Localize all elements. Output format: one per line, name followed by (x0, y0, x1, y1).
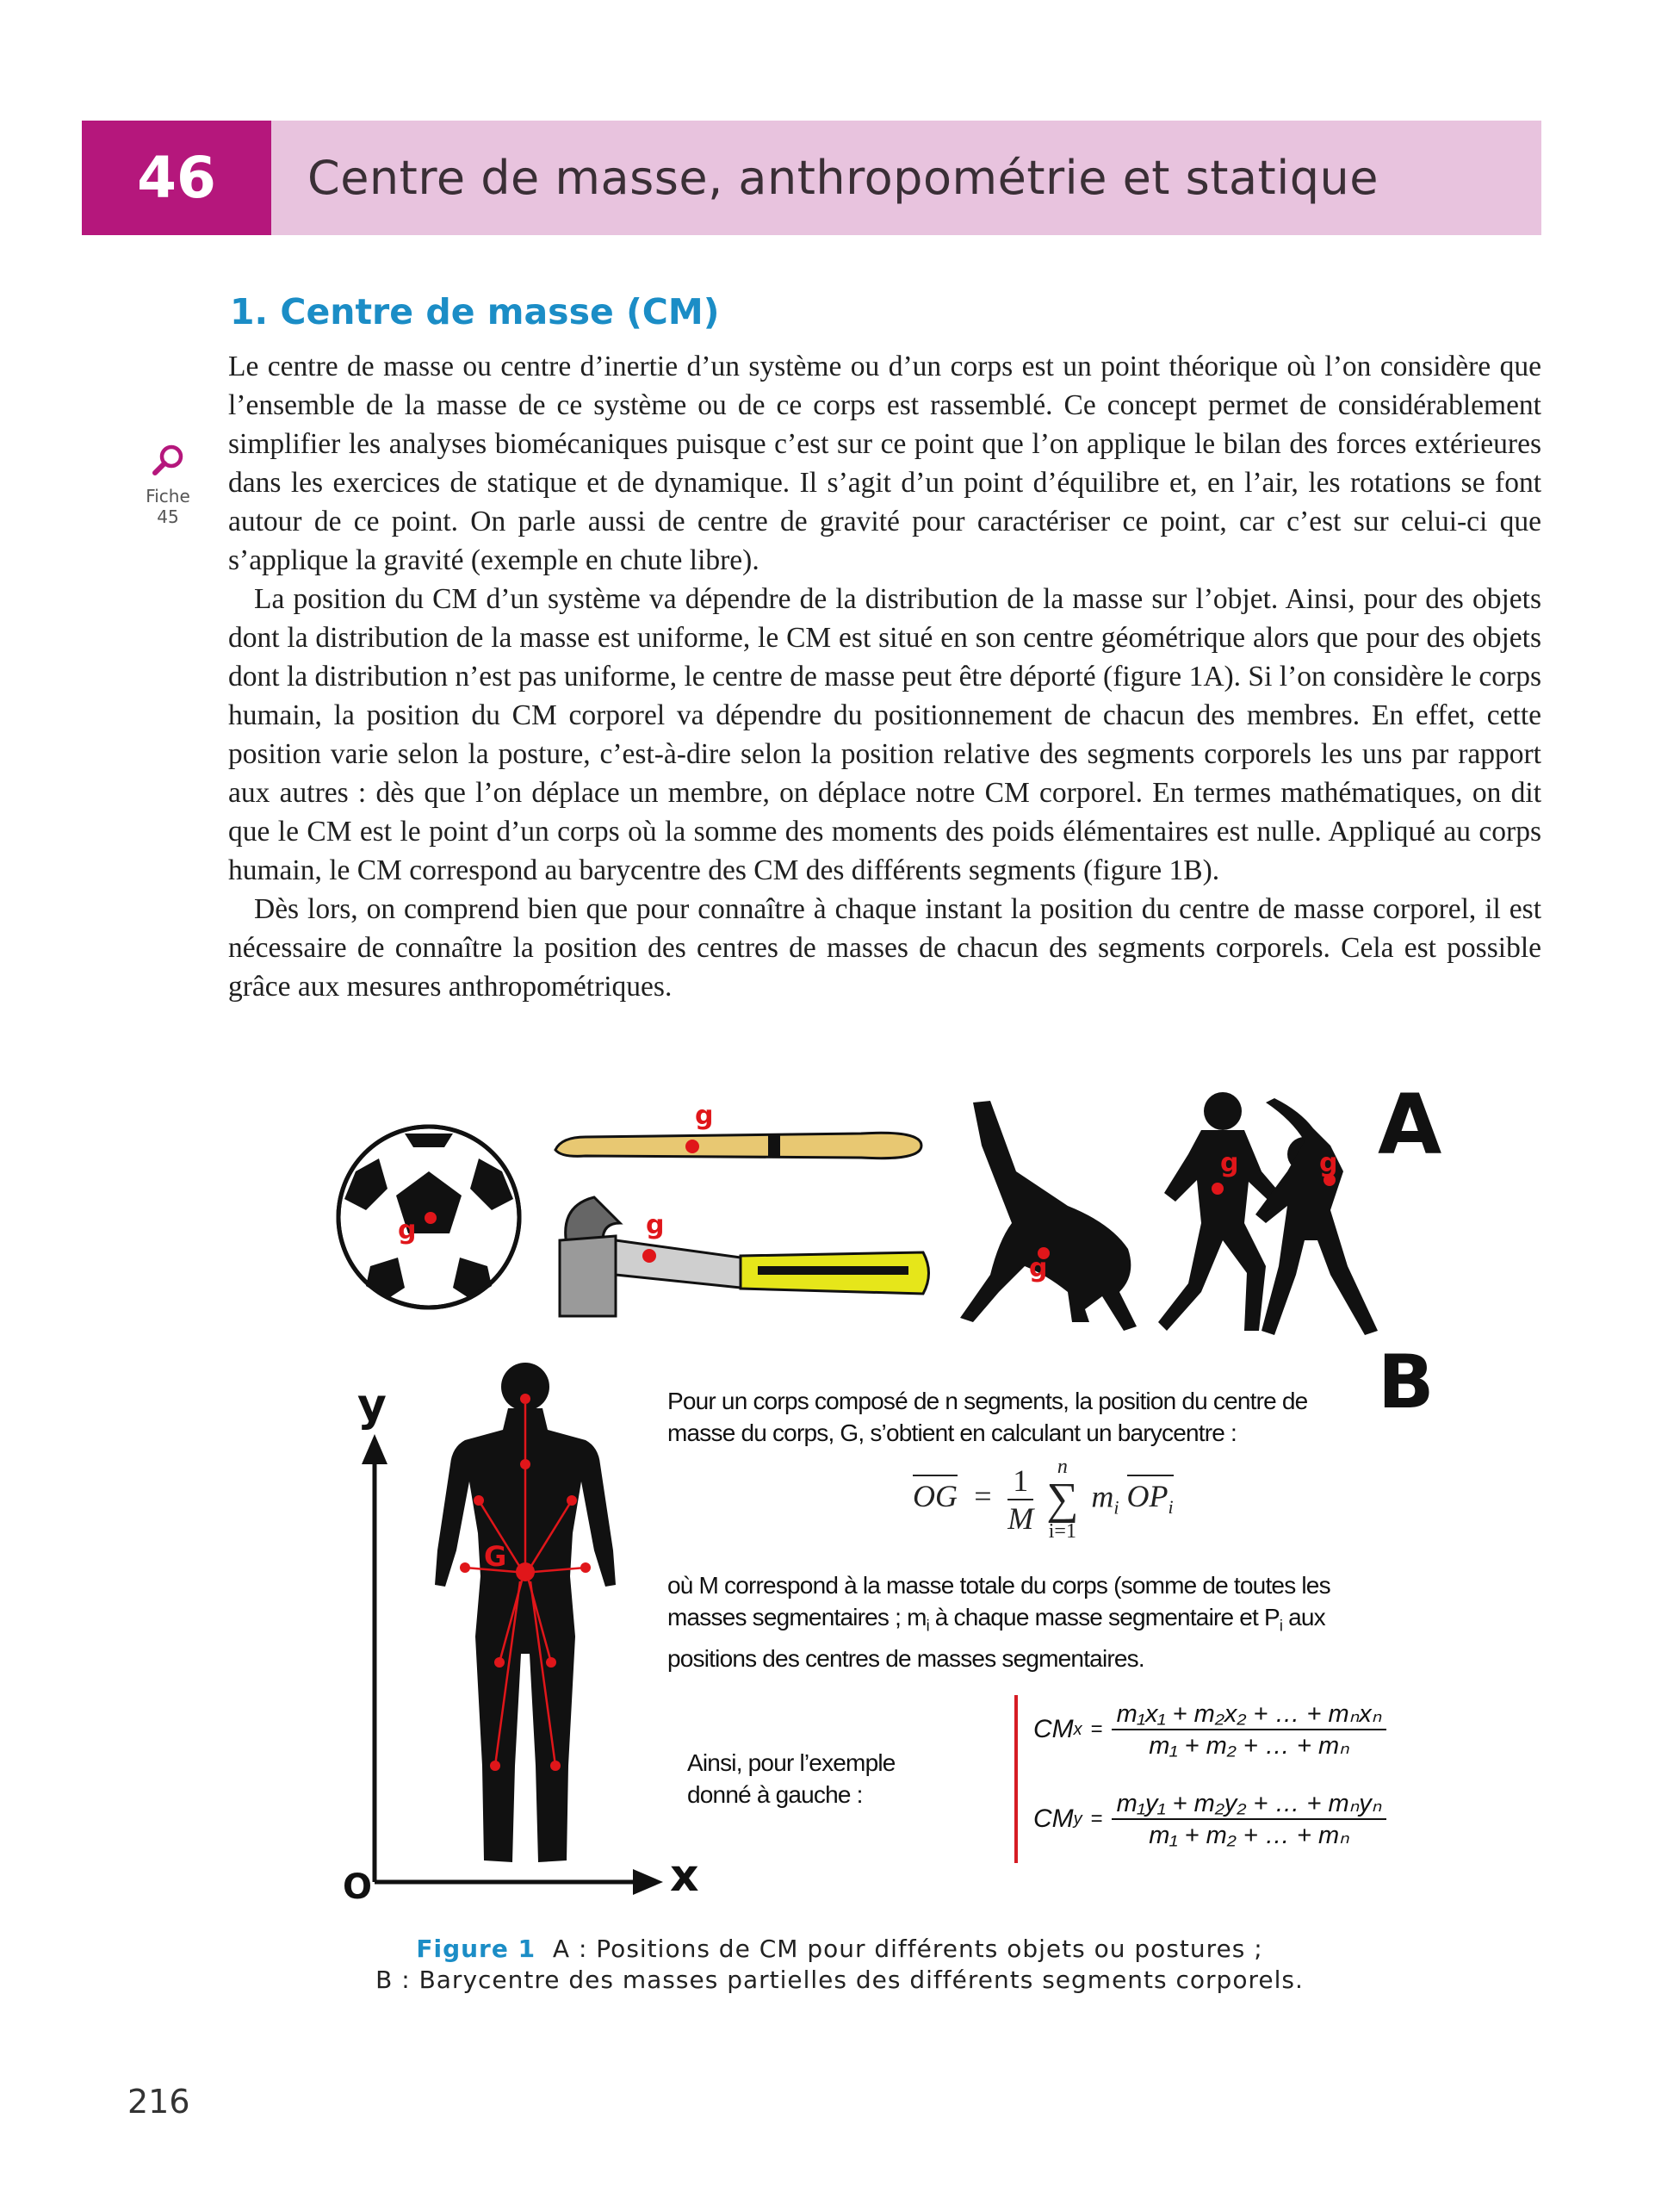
gymnast-silhouette (960, 1101, 1137, 1331)
barycentre-intro: Pour un corps composé de n segments, la position du centre de masse du corps, G, s’obtient en calculant un barycentre : (667, 1388, 1308, 1446)
formula-eq: = (972, 1479, 994, 1514)
paragraph: Dès lors, on comprend bien que pour connaître à chaque instant la position du centre de masse corporel, il est nécessaire de connaître la position des centres de masses de chacun des segments corporels. Cela est possible grâce aux mesures anthropométriques. (228, 893, 1541, 1003)
paragraph: La position du CM d’un système va dépendre de la distribution de la masse sur l’objet. Ainsi, pour des objets dont la distribution de la masse est uniforme, le CM est situé en son centre géométrique alors que pour des objets dont la distribution n’est pas uniforme, le centre de masse peut être déporté (figure 1A). Si l’on considère le corps humain, la position du CM corporel va dépendre du positionnement de chacun des membres. En effet, cette position varie selon la posture, c’est-à-dire selon la position relative des segments corporels les uns par rapport aux autres : dès que l’on déplace un membre, on déplace notre CM corporel. En termes mathématiques, on dit que le CM est le point d’un corps où la somme des moments des poids élémentaires est nulle. Appliqué au corps humain, le CM correspond au barycentre des CM des différents segments (figure 1B). (228, 583, 1541, 886)
sigma-bottom: i=1 (1048, 1520, 1076, 1543)
cm-y-equation (1033, 1788, 1386, 1850)
caption-figure-label: Figure 1 (416, 1935, 536, 1963)
cm-x-fraction (1112, 1699, 1387, 1761)
mass-definition (667, 1569, 1399, 1674)
g-marker-runner: g (1220, 1148, 1239, 1178)
cm-y-fraction (1112, 1788, 1387, 1850)
cm-x-num: m₁x₁ + m₂x₂ + … + mₙxₙ (1112, 1699, 1387, 1730)
figure-caption (258, 1934, 1421, 1996)
margin-ref-label: Fiche (146, 486, 190, 506)
chapter-number: 46 (82, 121, 271, 235)
paragraph: Le centre de masse ou centre d’inertie d’un système ou d’un corps est un point théorique où l’on considère que l’ensemble de la masse de ce système ou de ce corps est rassemblé. Ce concept permet de considérablement simplifier les analyses biomécaniques puisque c’est sur ce point que l’on applique le bilan des forces extérieures dans les exercices de statique et de dynamique. Il s’agit d’un point d’équilibre et, en l’air, les rotations se font autour de ce point. On parle aussi de centre de gravité pour caractériser ce point, car c’est sur celui-ci que s’applique la gravité (exemple en chute libre). (228, 351, 1541, 576)
cm-y-eq: = (1090, 1807, 1103, 1830)
margin-reference[interactable] (138, 441, 198, 527)
formula-term: m (1091, 1479, 1114, 1514)
formula-term-sub: i (1113, 1496, 1119, 1519)
cm-x-den: m₁ + m₂ + … + mₙ (1149, 1732, 1349, 1760)
formula-vec-sub: i (1168, 1496, 1174, 1519)
axis-x-label: x (670, 1850, 699, 1902)
cm-x-lhs: CM (1033, 1715, 1074, 1743)
body-text (228, 347, 1541, 1006)
cm-y-lhs: CM (1033, 1804, 1074, 1833)
mass-def-part: aux positions des centres de masses segmentaires. (667, 1604, 1325, 1672)
g-marker-gymnast: g (1029, 1253, 1048, 1283)
g-marker-bat: g (695, 1101, 714, 1131)
chapter-header (82, 121, 1541, 235)
origin-label: O (343, 1867, 373, 1907)
formula-vec: OP (1126, 1479, 1169, 1514)
figure-label-a: A (1378, 1077, 1442, 1173)
formula-lhs: OG (913, 1479, 958, 1514)
section-title: 1. Centre de masse (CM) (230, 291, 720, 332)
chapter-title: Centre de masse, anthropométrie et statique (307, 151, 1379, 205)
mass-def-part: à chaque masse segmentaire et P (928, 1604, 1280, 1630)
hammer-illustration (560, 1197, 929, 1316)
margin-ref-number: 45 (157, 506, 179, 527)
example-intro: Ainsi, pour l’exemple donné à gauche : (687, 1749, 896, 1808)
sigma-symbol: ∑ (1046, 1475, 1079, 1524)
g-marker-ball: g (398, 1215, 417, 1245)
mass-def-sub: i (926, 1617, 929, 1635)
mass-def-part: où M correspond à la masse totale du corps (somme de toutes les masses segmentaires ; m (667, 1572, 1330, 1630)
formula-frac-den: M (1007, 1501, 1034, 1536)
caption-line-2: B : Barycentre des masses partielles des différents segments corporels. (375, 1966, 1304, 1994)
g-marker-stretch: g (1319, 1148, 1338, 1178)
G-marker: G (484, 1540, 507, 1573)
soccer-ball-illustration (338, 1127, 519, 1307)
sigma-top: n (1057, 1456, 1068, 1478)
formula-frac-num: 1 (1007, 1463, 1033, 1500)
barycentre-formula (913, 1456, 1174, 1544)
cm-y-num: m₁y₁ + m₂y₂ + … + mₙyₙ (1112, 1788, 1387, 1820)
cm-x-sub: x (1073, 1719, 1082, 1739)
mass-def-sub: i (1279, 1617, 1283, 1635)
cm-equation-system (1014, 1695, 1414, 1863)
bat-illustration (555, 1101, 921, 1158)
formula-fraction (1007, 1463, 1033, 1537)
magnifier-icon (149, 441, 187, 479)
figure-label-b: B (1378, 1339, 1435, 1425)
g-marker-hammer: g (646, 1210, 665, 1240)
cm-x-equation (1033, 1699, 1386, 1761)
axis-y-label: y (357, 1380, 387, 1432)
cm-y-sub: y (1073, 1809, 1082, 1829)
page-number: 216 (127, 2083, 190, 2121)
caption-line-1: A : Positions de CM pour différents objets ou postures ; (552, 1935, 1263, 1963)
cm-y-den: m₁ + m₂ + … + mₙ (1149, 1822, 1349, 1849)
stretching-silhouette (1255, 1098, 1378, 1335)
cm-x-eq: = (1090, 1717, 1103, 1741)
